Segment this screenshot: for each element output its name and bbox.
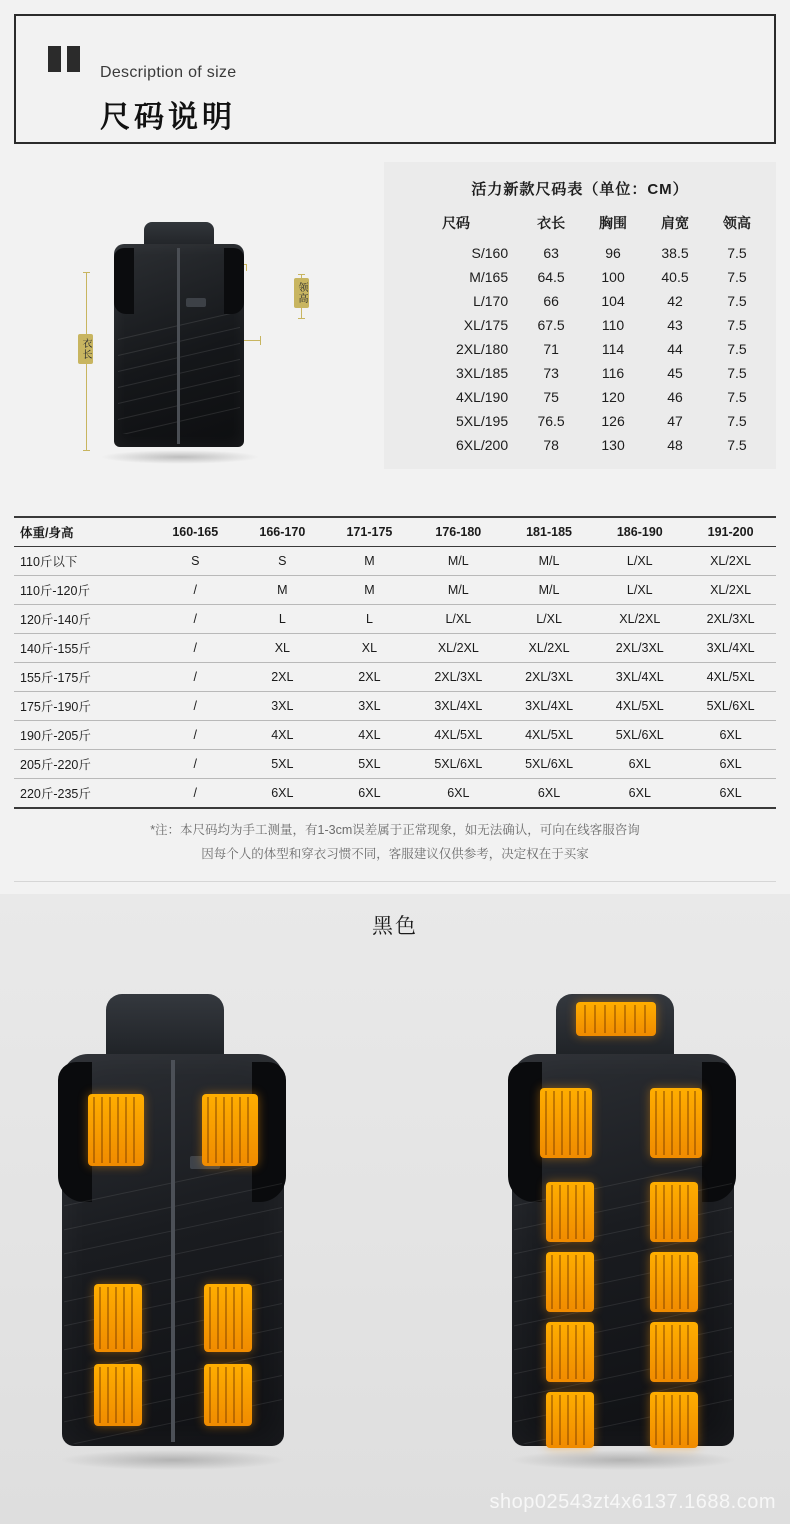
cell-size: XL/2XL — [504, 634, 595, 663]
vest-arm-left — [114, 248, 134, 314]
wh-col-0: 体重/身高 — [14, 517, 152, 547]
cell-size: 2XL — [239, 663, 326, 692]
cell-collar: 7.5 — [727, 437, 747, 453]
cell-size: 4XL — [326, 721, 413, 750]
cell-size: XL/2XL — [685, 576, 776, 605]
vest-front-view — [22, 976, 322, 1476]
vest-controller — [186, 298, 206, 307]
cell-size: 6XL — [685, 750, 776, 779]
table-row — [14, 692, 776, 721]
cell-size: 4XL — [239, 721, 326, 750]
table-row — [392, 433, 768, 457]
size-col-length: 衣长 — [537, 215, 566, 231]
cell-size: XL/2XL — [594, 605, 685, 634]
wh-col-1: 160-165 — [152, 517, 239, 547]
cell-size: / — [152, 692, 239, 721]
cell-collar: 7.5 — [727, 413, 747, 429]
heating-pad-back-r4-right — [650, 1392, 698, 1448]
cell-size: 3XL — [239, 692, 326, 721]
table-row — [14, 605, 776, 634]
cell-shoulder: 46 — [667, 389, 683, 405]
table-row — [14, 576, 776, 605]
cell-size: / — [152, 750, 239, 779]
cell-size: M — [326, 576, 413, 605]
cell-size: M/L — [504, 576, 595, 605]
cell-weight-range: 175斤-190斤 — [14, 692, 152, 721]
cell-collar: 7.5 — [727, 293, 747, 309]
cell-size: XL — [326, 634, 413, 663]
cell-size: 3XL/4XL — [594, 663, 685, 692]
cell-weight-range: 110斤-120斤 — [14, 576, 152, 605]
cell-size: 4XL/190 — [455, 389, 509, 405]
shop-watermark: shop02543zt4x6137.1688.com — [489, 1490, 776, 1513]
size-chart-table — [392, 209, 768, 457]
table-row — [14, 663, 776, 692]
cell-size: 2XL/3XL — [413, 663, 504, 692]
cell-shoulder: 47 — [667, 413, 683, 429]
product-models — [0, 940, 790, 1500]
table-row — [14, 547, 776, 576]
size-col-size: 尺码 — [442, 215, 471, 231]
cell-size: 2XL/3XL — [594, 634, 685, 663]
heating-pad-back-r1-left — [546, 1182, 594, 1242]
cell-size: / — [152, 779, 239, 809]
heating-pad-back-r2-right — [650, 1252, 698, 1312]
weight-height-header-row — [14, 517, 776, 547]
chest-tick-right — [260, 336, 261, 345]
vest-measurement-diagram — [14, 162, 374, 502]
cell-size: 6XL — [326, 779, 413, 809]
cell-size: 2XL/180 — [455, 341, 509, 357]
measurement-note-line-1: *注：本尺码均为手工测量，有1-3cm误差属于正常现象，如无法确认，可向在线客服咨询 — [150, 823, 640, 837]
color-label: 黑色 — [372, 914, 418, 938]
length-tick-top — [83, 272, 90, 273]
cell-size: 6XL — [594, 750, 685, 779]
cell-size: 3XL/4XL — [413, 692, 504, 721]
cell-chest: 116 — [601, 365, 625, 381]
table-row — [392, 313, 768, 337]
cell-size: XL — [239, 634, 326, 663]
cell-size: L/XL — [594, 576, 685, 605]
cell-size: 6XL/200 — [455, 437, 509, 453]
cell-shoulder: 45 — [667, 365, 683, 381]
cell-weight-range: 140斤-155斤 — [14, 634, 152, 663]
cell-size: / — [152, 605, 239, 634]
heating-pad-back-r2-left — [546, 1252, 594, 1312]
size-chart-header-row — [392, 209, 768, 241]
size-chart-title: 活力新款尺码表（单位：CM） — [471, 181, 689, 198]
heating-pad-back-r4-left — [546, 1392, 594, 1448]
cell-size: 3XL/4XL — [504, 692, 595, 721]
vest-illustration — [114, 222, 244, 447]
cell-chest: 110 — [601, 317, 625, 333]
collar-tick-top — [298, 274, 305, 275]
cell-size: 4XL/5XL — [594, 692, 685, 721]
cell-weight-range: 190斤-205斤 — [14, 721, 152, 750]
page-subtitle-en: Description of size — [100, 64, 237, 81]
cell-size: 2XL — [326, 663, 413, 692]
cell-shoulder: 44 — [667, 341, 683, 357]
cell-size: 5XL/195 — [455, 413, 509, 429]
cell-size: 4XL/5XL — [413, 721, 504, 750]
vest-back-view — [472, 976, 772, 1476]
front-zipper — [171, 1060, 175, 1442]
cell-collar: 7.5 — [727, 389, 747, 405]
cell-size: / — [152, 634, 239, 663]
heating-pad-back-shoulder-left — [540, 1088, 592, 1158]
cell-size: / — [152, 663, 239, 692]
heating-pad-abdomen-lower-left — [94, 1364, 142, 1426]
wh-col-3: 171-175 — [326, 517, 413, 547]
wh-col-2: 166-170 — [239, 517, 326, 547]
vest-shadow — [100, 450, 260, 464]
quote-mark-icon — [48, 46, 82, 72]
cell-size: 5XL/6XL — [685, 692, 776, 721]
cell-collar: 7.5 — [727, 341, 747, 357]
page-title: 尺码说明 — [100, 101, 236, 134]
heating-pad-shoulder-left — [88, 1094, 144, 1166]
cell-length: 64.5 — [537, 269, 565, 285]
heating-pad-back-shoulder-right — [650, 1088, 702, 1158]
table-row — [14, 779, 776, 809]
cell-length: 73 — [543, 365, 559, 381]
heating-pad-back-r3-right — [650, 1322, 698, 1382]
cell-size: 5XL — [326, 750, 413, 779]
length-label: 衣长 — [78, 334, 93, 364]
cell-size: XL/2XL — [685, 547, 776, 576]
cell-chest: 96 — [605, 245, 621, 261]
cell-size: L — [239, 605, 326, 634]
shoulder-tick-right — [246, 264, 247, 271]
wh-col-6: 186-190 — [594, 517, 685, 547]
size-col-chest: 胸围 — [599, 215, 628, 231]
collar-tick-bottom — [298, 318, 305, 319]
cell-shoulder: 38.5 — [661, 245, 689, 261]
cell-chest: 120 — [601, 389, 625, 405]
cell-weight-range: 120斤-140斤 — [14, 605, 152, 634]
cell-size: 6XL — [413, 779, 504, 809]
wh-col-4: 176-180 — [413, 517, 504, 547]
cell-size: 2XL/3XL — [685, 605, 776, 634]
cell-size: 6XL — [239, 779, 326, 809]
cell-length: 63 — [543, 245, 559, 261]
cell-length: 76.5 — [537, 413, 565, 429]
cell-size: 5XL/6XL — [594, 721, 685, 750]
cell-chest: 130 — [601, 437, 625, 453]
heating-pad-neck — [576, 1002, 656, 1036]
section-divider — [14, 881, 776, 882]
size-col-collar: 领高 — [722, 215, 751, 231]
cell-weight-range: 220斤-235斤 — [14, 779, 152, 809]
table-row — [392, 289, 768, 313]
table-row — [392, 265, 768, 289]
wh-col-5: 181-185 — [504, 517, 595, 547]
cell-weight-range: 155斤-175斤 — [14, 663, 152, 692]
front-shadow — [62, 1450, 284, 1470]
cell-size: M — [239, 576, 326, 605]
heating-pad-back-r1-right — [650, 1182, 698, 1242]
cell-collar: 7.5 — [727, 365, 747, 381]
cell-size: 6XL — [685, 721, 776, 750]
cell-size: M/165 — [469, 269, 509, 285]
back-shadow — [512, 1450, 734, 1470]
cell-size: S — [239, 547, 326, 576]
table-row — [392, 337, 768, 361]
table-row — [392, 241, 768, 265]
table-row — [14, 634, 776, 663]
cell-size: M/L — [504, 547, 595, 576]
cell-size: L/XL — [504, 605, 595, 634]
cell-size: 4XL/5XL — [685, 663, 776, 692]
cell-length: 78 — [543, 437, 559, 453]
cell-shoulder: 40.5 — [661, 269, 689, 285]
weight-height-table — [14, 516, 776, 809]
table-row — [392, 409, 768, 433]
size-chart-panel — [384, 162, 776, 469]
weight-height-section — [14, 516, 776, 867]
heating-pad-abdomen-lower-right — [204, 1364, 252, 1426]
cell-chest: 126 — [601, 413, 625, 429]
cell-shoulder: 48 — [667, 437, 683, 453]
cell-collar: 7.5 — [727, 245, 747, 261]
vest-zipper — [177, 248, 180, 444]
heating-pad-abdomen-upper-right — [204, 1284, 252, 1352]
size-info-section — [14, 162, 776, 502]
product-photo-section — [0, 894, 790, 1524]
cell-length: 67.5 — [537, 317, 565, 333]
cell-chest: 114 — [601, 341, 625, 357]
heating-pad-shoulder-right — [202, 1094, 258, 1166]
measurement-note-line-2: 因每个人的体型和穿衣习惯不同，客服建议仅供参考，决定权在于买家 — [201, 846, 589, 861]
cell-size: 6XL — [594, 779, 685, 809]
cell-size: 3XL/4XL — [685, 634, 776, 663]
cell-size: XL/2XL — [413, 634, 504, 663]
size-col-shoulder: 肩宽 — [661, 215, 689, 231]
cell-size: M — [326, 547, 413, 576]
cell-size: 3XL — [326, 692, 413, 721]
cell-shoulder: 42 — [667, 293, 683, 309]
cell-weight-range: 110斤以下 — [14, 547, 152, 576]
cell-collar: 7.5 — [727, 269, 747, 285]
cell-length: 75 — [543, 389, 559, 405]
wh-col-7: 191-200 — [685, 517, 776, 547]
cell-chest: 104 — [601, 293, 625, 309]
size-description-header — [14, 14, 776, 144]
table-row — [392, 385, 768, 409]
heating-pad-back-r3-left — [546, 1322, 594, 1382]
cell-shoulder: 43 — [667, 317, 683, 333]
cell-size: 2XL/3XL — [504, 663, 595, 692]
cell-size: L — [326, 605, 413, 634]
cell-size: S — [152, 547, 239, 576]
cell-collar: 7.5 — [727, 317, 747, 333]
cell-length: 66 — [543, 293, 559, 309]
cell-size: 4XL/5XL — [504, 721, 595, 750]
cell-size: S/160 — [471, 245, 509, 261]
cell-weight-range: 205斤-220斤 — [14, 750, 152, 779]
heating-pad-abdomen-upper-left — [94, 1284, 142, 1352]
length-tick-bottom — [83, 450, 90, 451]
cell-size: / — [152, 721, 239, 750]
cell-size: M/L — [413, 576, 504, 605]
cell-size: L/XL — [594, 547, 685, 576]
collar-label: 领高 — [294, 278, 309, 308]
cell-size: 5XL/6XL — [504, 750, 595, 779]
cell-length: 71 — [543, 341, 559, 357]
cell-size: 6XL — [504, 779, 595, 809]
cell-size: 3XL/185 — [455, 365, 509, 381]
cell-size: 6XL — [685, 779, 776, 809]
cell-size: L/XL — [413, 605, 504, 634]
cell-size: 5XL/6XL — [413, 750, 504, 779]
vest-arm-right — [224, 248, 244, 314]
cell-chest: 100 — [601, 269, 625, 285]
cell-size: L/170 — [473, 293, 509, 309]
cell-size: M/L — [413, 547, 504, 576]
table-row — [392, 361, 768, 385]
cell-size: 5XL — [239, 750, 326, 779]
cell-size: / — [152, 576, 239, 605]
cell-size: XL/175 — [463, 317, 509, 333]
table-row — [14, 750, 776, 779]
table-row — [14, 721, 776, 750]
